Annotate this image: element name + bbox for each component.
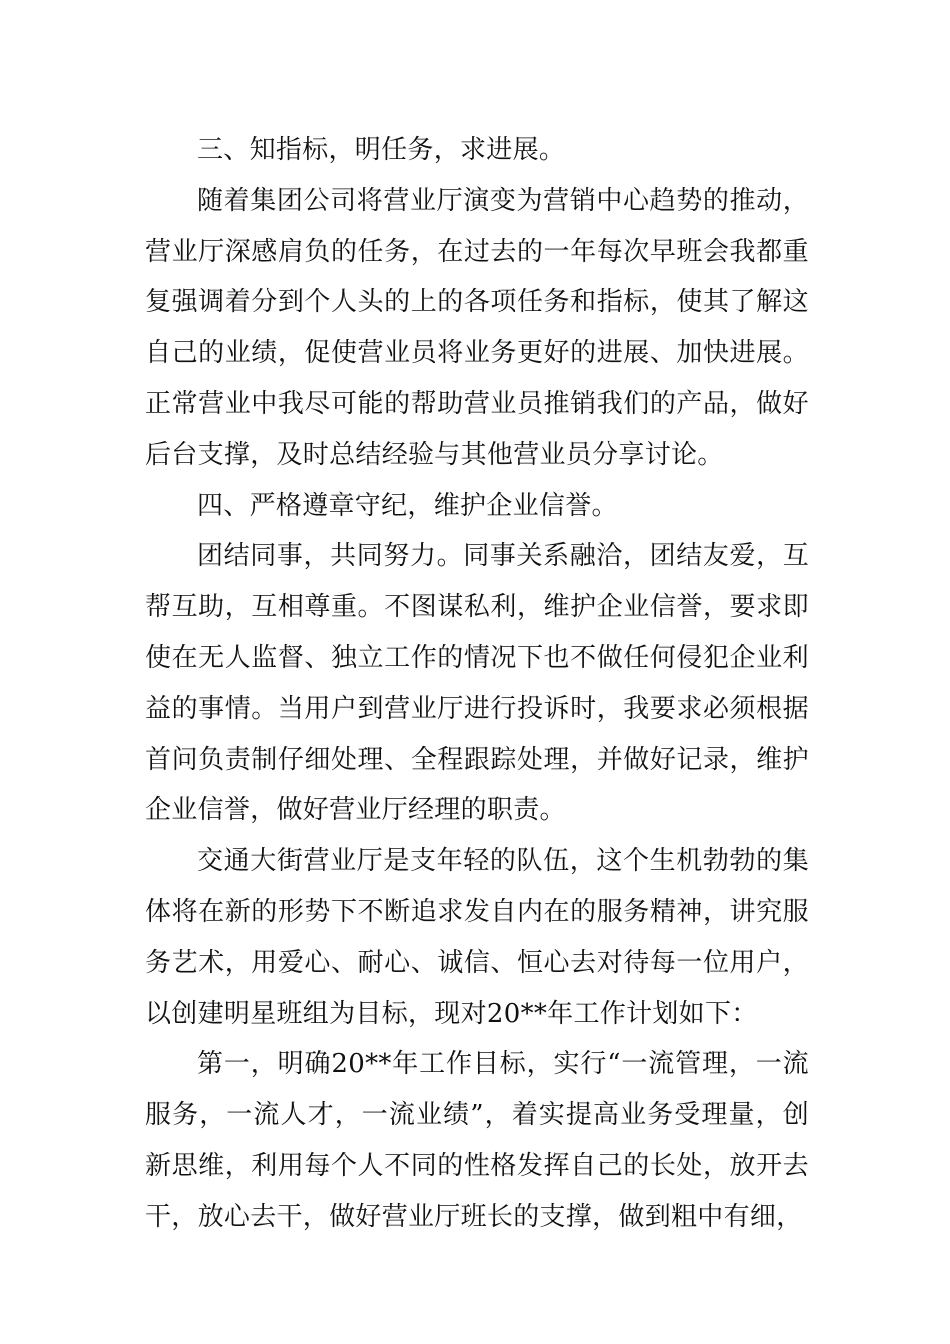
heading-section-four: 四、严格遵章守纪，维护企业信誉。 [197, 490, 618, 521]
paragraph-plan-item-one: 第一，明确20**年工作目标，实行“一流管理，一流服务，一流人才，一流业绩”，着实提高业务受理量，创新思维，利用每个人不同的性格发挥自己的长处，放开去干，放心去干，做好营业厅班长的支撑，做到粗中有细， [145, 1049, 809, 1232]
paragraph-team-introduction: 交通大街营业厅是支年轻的队伍，这个生机勃勃的集体将在新的形势下不断追求发自内在的服务精神，讲究服务艺术，用爱心、耐心、诚信、恒心去对待每一位用户，以创建明星班组为目标，现对20**年工作计划如下： [145, 846, 809, 1029]
paragraph-tasks-and-targets: 随着集团公司将营业厅演变为营销中心趋势的推动，营业厅深感肩负的任务，在过去的一年每次早班会我都重复强调着分到个人头的上的各项任务和指标，使其了解这自己的业绩，促使营业员将业务更好的进展、加快进展。正常营业中我尽可能的帮助营业员推销我们的产品，做好后台支撑，及时总结经验与其他营业员分享讨论。 [145, 185, 809, 470]
heading-section-three: 三、知指标，明任务，求进展。 [197, 135, 566, 165]
paragraph-discipline-and-reputation: 团结同事，共同努力。同事关系融洽，团结友爱，互帮互助，互相尊重。不图谋私利，维护企业信誉，要求即使在无人监督、独立工作的情况下也不做任何侵犯企业利益的事情。当用户到营业厅进行投诉时，我要求必须根据首问负责制仔细处理、全程跟踪处理，并做好记录，维护企业信誉，做好营业厅经理的职责。 [145, 541, 809, 826]
document-body [145, 125, 809, 1243]
